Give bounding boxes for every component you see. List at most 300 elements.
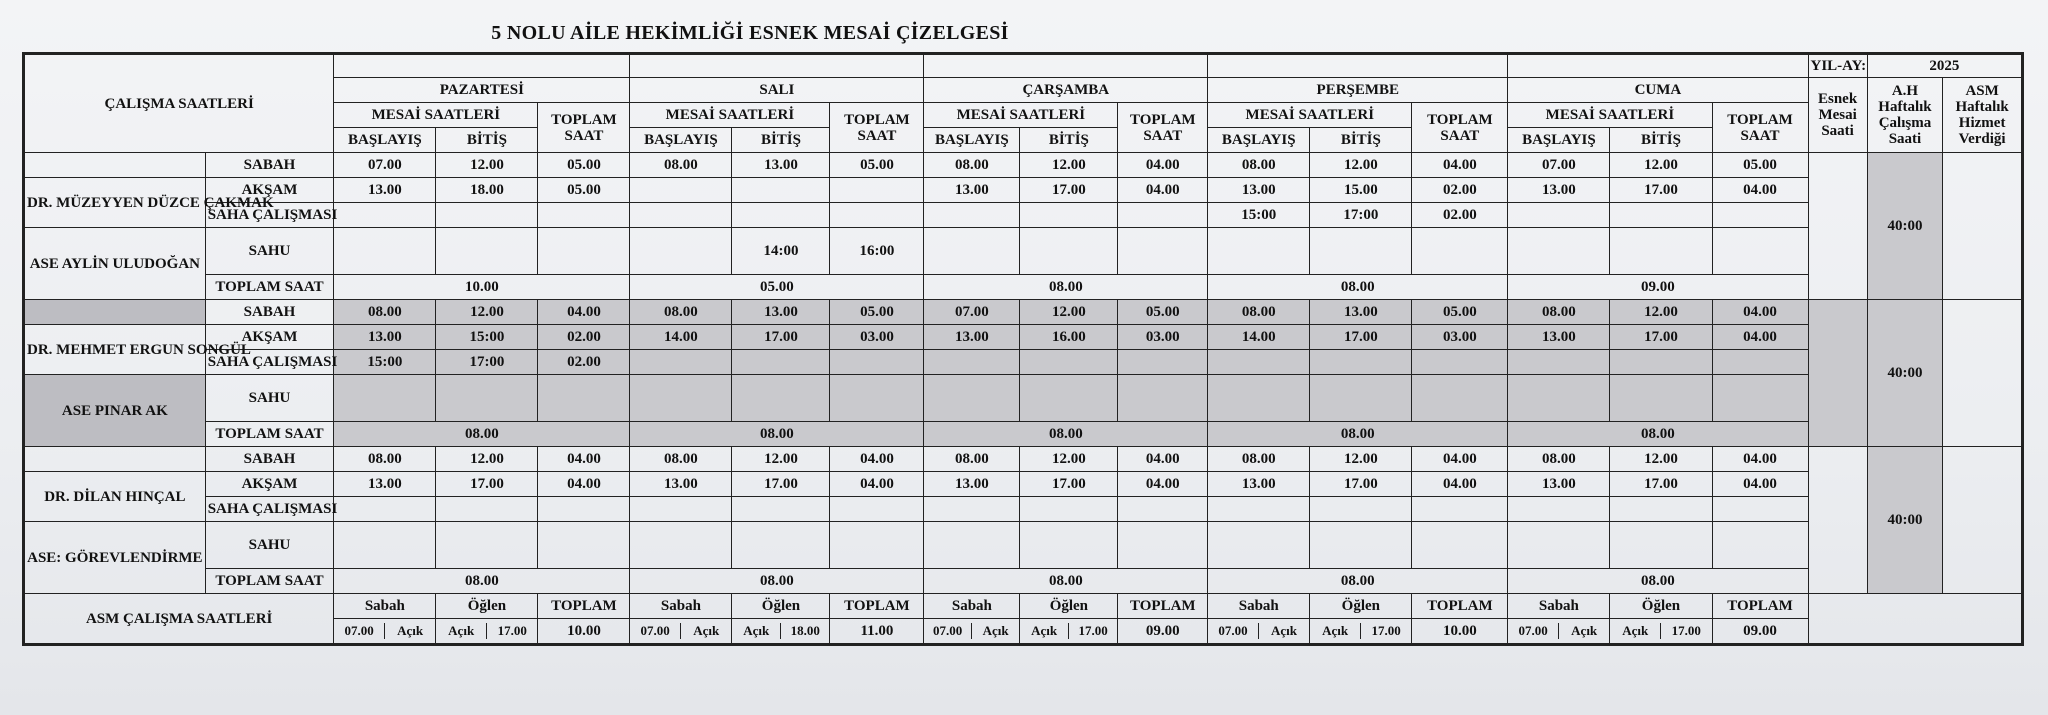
doctor-name: DR. MÜZEYYEN DÜZCE ÇAKMAK	[24, 178, 206, 228]
day-total-hours: 08.00	[924, 569, 1208, 594]
asm-toplam-cell: 11.00	[830, 619, 924, 645]
ase-name: ASE PINAR AK	[24, 375, 206, 447]
asm-time-end: 17.00	[1671, 623, 1701, 638]
start-time-cell: 13.00	[1208, 178, 1310, 203]
total-hours-cell	[1118, 522, 1208, 569]
day-total-hours: 08.00	[630, 569, 924, 594]
asm-time-start: 07.00	[924, 623, 971, 639]
asm-time-end: 18.00	[790, 623, 820, 638]
end-time-cell: 12.00	[1020, 300, 1118, 325]
total-hours-cell: 04.00	[1712, 300, 1808, 325]
start-time-cell	[334, 203, 436, 228]
end-time-cell	[732, 522, 830, 569]
end-time-cell: 17.00	[732, 325, 830, 350]
start-time-cell	[630, 497, 732, 522]
start-time-cell	[1508, 522, 1610, 569]
asm-time-end: 17.00	[497, 623, 527, 638]
bitis-header: BİTİŞ	[1310, 128, 1412, 153]
esnek-mesai-header: Esnek Mesai Saati	[1808, 78, 1867, 153]
header-blank-cell	[1508, 54, 1808, 78]
row-label-sabah: SABAH	[205, 447, 334, 472]
asm-toplam-cell: 09.00	[1118, 619, 1208, 645]
asm-time-start: 07.00	[334, 623, 385, 639]
asm-sabah-header: Sabah	[924, 594, 1020, 619]
day-total-hours: 08.00	[1208, 275, 1508, 300]
day-header-4: CUMA	[1508, 78, 1808, 103]
row-label-aksam: AKŞAM	[205, 472, 334, 497]
end-time-cell: 12.00	[732, 447, 830, 472]
start-time-cell	[924, 375, 1020, 422]
total-hours-cell: 02.00	[1412, 178, 1508, 203]
ase-name: ASE: GÖREVLENDİRME	[24, 522, 206, 594]
doctor-spacer-cell	[24, 300, 206, 325]
end-time-cell	[732, 178, 830, 203]
asm-sabah-cell	[630, 619, 732, 645]
row-label-aksam: AKŞAM	[205, 325, 334, 350]
end-time-cell	[1310, 375, 1412, 422]
bitis-header: BİTİŞ	[1610, 128, 1712, 153]
toplam-saat-header: TOPLAM SAAT	[1118, 103, 1208, 153]
asm-time-end: 17.00	[1078, 623, 1108, 638]
start-time-cell: 13.00	[924, 472, 1020, 497]
start-time-cell	[1508, 350, 1610, 375]
asm-hizmet-cell	[1943, 447, 2023, 594]
total-hours-cell	[830, 375, 924, 422]
start-time-cell	[1508, 375, 1610, 422]
asm-time-start: Açık	[436, 623, 487, 639]
row-label-toplam: TOPLAM SAAT	[205, 275, 334, 300]
start-time-cell	[334, 497, 436, 522]
weekly-hours: 40:00	[1867, 153, 1943, 300]
end-time-cell: 17.00	[1610, 325, 1712, 350]
asm-time-start: Açık	[732, 623, 781, 639]
end-time-cell	[1310, 228, 1412, 275]
total-hours-cell	[830, 203, 924, 228]
end-time-cell: 15:00	[436, 325, 538, 350]
asm-toplam-header: TOPLAM	[1712, 594, 1808, 619]
start-time-cell: 07.00	[334, 153, 436, 178]
total-hours-cell: 04.00	[830, 447, 924, 472]
day-header-2: ÇARŞAMBA	[924, 78, 1208, 103]
start-time-cell: 13.00	[1508, 178, 1610, 203]
start-time-cell: 14.00	[630, 325, 732, 350]
end-time-cell: 13.00	[1310, 300, 1412, 325]
end-time-cell	[1310, 497, 1412, 522]
total-hours-cell: 04.00	[1412, 447, 1508, 472]
esnek-mesai-cell	[1808, 153, 1867, 300]
end-time-cell: 13.00	[732, 153, 830, 178]
total-hours-cell: 04.00	[1712, 178, 1808, 203]
page-title: 5 NOLU AİLE HEKİMLİĞİ ESNEK MESAİ ÇİZELGESİ	[491, 22, 1009, 44]
total-hours-cell	[830, 522, 924, 569]
total-hours-cell: 02.00	[1412, 203, 1508, 228]
total-hours-cell: 03.00	[1412, 325, 1508, 350]
asm-sabah-cell	[1208, 619, 1310, 645]
asm-sabah-cell	[924, 619, 1020, 645]
total-hours-cell: 05.00	[538, 178, 630, 203]
asm-haftalik-header: ASM Haftalık Hizmet Verdiği	[1943, 78, 2023, 153]
end-time-cell: 14:00	[732, 228, 830, 275]
end-time-cell	[732, 203, 830, 228]
day-total-hours: 10.00	[334, 275, 630, 300]
start-time-cell	[1508, 228, 1610, 275]
mesai-saatleri-header: MESAİ SAATLERİ	[334, 103, 538, 128]
total-hours-cell	[538, 228, 630, 275]
day-total-hours: 08.00	[1208, 422, 1508, 447]
start-time-cell: 08.00	[1208, 153, 1310, 178]
asm-oglen-header: Öğlen	[732, 594, 830, 619]
asm-oglen-header: Öğlen	[436, 594, 538, 619]
start-time-cell: 13.00	[334, 325, 436, 350]
end-time-cell	[436, 375, 538, 422]
end-time-cell: 15.00	[1310, 178, 1412, 203]
total-hours-cell	[1118, 203, 1208, 228]
start-time-cell	[924, 203, 1020, 228]
asm-toplam-cell: 10.00	[1412, 619, 1508, 645]
row-label-sabah: SABAH	[205, 153, 334, 178]
toplam-saat-header: TOPLAM SAAT	[830, 103, 924, 153]
total-hours-cell: 04.00	[1118, 447, 1208, 472]
total-hours-cell: 05.00	[1712, 153, 1808, 178]
total-hours-cell	[1412, 497, 1508, 522]
toplam-saat-header: TOPLAM SAAT	[538, 103, 630, 153]
asm-toplam-header: TOPLAM	[1412, 594, 1508, 619]
end-time-cell: 12.00	[1610, 153, 1712, 178]
start-time-cell	[924, 350, 1020, 375]
end-time-cell: 16.00	[1020, 325, 1118, 350]
total-hours-cell	[538, 375, 630, 422]
total-hours-cell	[1712, 203, 1808, 228]
asm-sabah-header: Sabah	[630, 594, 732, 619]
total-hours-cell: 05.00	[1412, 300, 1508, 325]
baslayis-header: BAŞLAYIŞ	[334, 128, 436, 153]
total-hours-cell: 04.00	[1118, 178, 1208, 203]
end-time-cell: 17.00	[1310, 472, 1412, 497]
asm-toplam-header: TOPLAM	[830, 594, 924, 619]
header-blank-cell	[630, 54, 924, 78]
total-hours-cell	[1118, 375, 1208, 422]
total-hours-cell: 16:00	[830, 228, 924, 275]
day-total-hours: 08.00	[1208, 569, 1508, 594]
start-time-cell	[630, 375, 732, 422]
start-time-cell	[630, 178, 732, 203]
start-time-cell	[1208, 497, 1310, 522]
end-time-cell	[1610, 375, 1712, 422]
ase-name: ASE AYLİN ULUDOĞAN	[24, 228, 206, 300]
row-label-sahu: SAHU	[205, 522, 334, 569]
asm-time-start: 07.00	[1508, 623, 1559, 639]
start-time-cell: 15:00	[334, 350, 436, 375]
start-time-cell: 15:00	[1208, 203, 1310, 228]
toplam-saat-header: TOPLAM SAAT	[1412, 103, 1508, 153]
total-hours-cell: 04.00	[538, 472, 630, 497]
asm-toplam-header: TOPLAM	[538, 594, 630, 619]
row-label-sabah: SABAH	[205, 300, 334, 325]
start-time-cell	[334, 375, 436, 422]
end-time-cell: 17.00	[1610, 178, 1712, 203]
header-blank-cell	[334, 54, 630, 78]
header-blank-cell	[1208, 54, 1508, 78]
end-time-cell	[436, 497, 538, 522]
total-hours-cell: 04.00	[1412, 153, 1508, 178]
asm-sabah-header: Sabah	[334, 594, 436, 619]
end-time-cell	[436, 203, 538, 228]
end-time-cell	[1020, 228, 1118, 275]
bitis-header: BİTİŞ	[732, 128, 830, 153]
weekly-hours: 40:00	[1867, 300, 1943, 447]
asm-time-end: Açık	[1271, 623, 1298, 638]
start-time-cell	[924, 522, 1020, 569]
start-time-cell: 13.00	[630, 472, 732, 497]
start-time-cell: 08.00	[630, 447, 732, 472]
asm-time-start: 07.00	[1208, 623, 1259, 639]
start-time-cell: 08.00	[924, 447, 1020, 472]
row-label-saha: SAHA ÇALIŞMASI	[205, 497, 334, 522]
asm-hizmet-cell	[1943, 153, 2023, 300]
mesai-saatleri-header: MESAİ SAATLERİ	[924, 103, 1118, 128]
start-time-cell: 13.00	[334, 178, 436, 203]
yil-ay-label: YIL-AY:	[1808, 54, 1867, 78]
day-total-hours: 08.00	[924, 422, 1208, 447]
mesai-saatleri-header: MESAİ SAATLERİ	[1208, 103, 1412, 128]
asm-blank-cell	[1808, 594, 2023, 645]
bitis-header: BİTİŞ	[436, 128, 538, 153]
total-hours-cell: 04.00	[830, 472, 924, 497]
asm-time-end: 17.00	[1371, 623, 1401, 638]
total-hours-cell	[1712, 228, 1808, 275]
start-time-cell: 08.00	[334, 300, 436, 325]
asm-sabah-header: Sabah	[1508, 594, 1610, 619]
total-hours-cell	[830, 178, 924, 203]
asm-calisma-saatleri-label: ASM ÇALIŞMA SAATLERİ	[24, 594, 334, 645]
doctor-spacer-cell	[24, 447, 206, 472]
day-total-hours: 05.00	[630, 275, 924, 300]
start-time-cell	[630, 203, 732, 228]
end-time-cell: 17.00	[1610, 472, 1712, 497]
total-hours-cell	[1712, 375, 1808, 422]
asm-oglen-cell	[1020, 619, 1118, 645]
total-hours-cell	[1412, 522, 1508, 569]
row-label-sahu: SAHU	[205, 228, 334, 275]
start-time-cell: 08.00	[630, 300, 732, 325]
total-hours-cell: 05.00	[538, 153, 630, 178]
ah-haftalik-header: A.H Haftalık Çalışma Saati	[1867, 78, 1943, 153]
end-time-cell: 13.00	[732, 300, 830, 325]
day-total-hours: 08.00	[1508, 422, 1808, 447]
total-hours-cell	[538, 203, 630, 228]
end-time-cell: 17.00	[1310, 325, 1412, 350]
start-time-cell	[1208, 522, 1310, 569]
doctor-spacer-cell	[24, 153, 206, 178]
asm-oglen-cell	[1610, 619, 1712, 645]
end-time-cell: 12.00	[436, 447, 538, 472]
start-time-cell	[1508, 203, 1610, 228]
total-hours-cell: 02.00	[538, 325, 630, 350]
start-time-cell: 08.00	[1508, 300, 1610, 325]
end-time-cell	[1610, 228, 1712, 275]
asm-oglen-header: Öğlen	[1610, 594, 1712, 619]
total-hours-cell	[1118, 228, 1208, 275]
asm-sabah-cell	[1508, 619, 1610, 645]
total-hours-cell: 04.00	[538, 300, 630, 325]
row-label-toplam: TOPLAM SAAT	[205, 422, 334, 447]
start-time-cell: 08.00	[334, 447, 436, 472]
start-time-cell	[1208, 228, 1310, 275]
end-time-cell: 17.00	[1020, 472, 1118, 497]
total-hours-cell: 05.00	[830, 300, 924, 325]
end-time-cell: 17:00	[1310, 203, 1412, 228]
row-label-toplam: TOPLAM SAAT	[205, 569, 334, 594]
start-time-cell	[1508, 497, 1610, 522]
asm-hizmet-cell	[1943, 300, 2023, 447]
end-time-cell	[732, 497, 830, 522]
start-time-cell: 13.00	[1508, 325, 1610, 350]
end-time-cell: 12.00	[436, 300, 538, 325]
total-hours-cell	[830, 497, 924, 522]
start-time-cell: 07.00	[924, 300, 1020, 325]
total-hours-cell	[538, 522, 630, 569]
bitis-header: BİTİŞ	[1020, 128, 1118, 153]
start-time-cell: 08.00	[630, 153, 732, 178]
start-time-cell: 13.00	[1208, 472, 1310, 497]
asm-oglen-header: Öğlen	[1020, 594, 1118, 619]
asm-time-start: Açık	[1310, 623, 1361, 639]
start-time-cell: 13.00	[924, 325, 1020, 350]
mesai-saatleri-header: MESAİ SAATLERİ	[1508, 103, 1712, 128]
total-hours-cell	[1712, 350, 1808, 375]
start-time-cell	[334, 522, 436, 569]
total-hours-cell	[1412, 350, 1508, 375]
end-time-cell	[1610, 350, 1712, 375]
total-hours-cell: 04.00	[538, 447, 630, 472]
row-label-saha: SAHA ÇALIŞMASI	[205, 203, 334, 228]
end-time-cell: 12.00	[1020, 447, 1118, 472]
schedule-table	[22, 52, 2024, 646]
start-time-cell: 13.00	[334, 472, 436, 497]
total-hours-cell	[1118, 350, 1208, 375]
day-total-hours: 09.00	[1508, 275, 1808, 300]
start-time-cell	[630, 522, 732, 569]
total-hours-cell: 04.00	[1118, 153, 1208, 178]
end-time-cell	[1610, 203, 1712, 228]
end-time-cell	[1020, 497, 1118, 522]
total-hours-cell: 04.00	[1412, 472, 1508, 497]
asm-toplam-cell: 10.00	[538, 619, 630, 645]
row-label-saha: SAHA ÇALIŞMASI	[205, 350, 334, 375]
start-time-cell: 07.00	[1508, 153, 1610, 178]
day-total-hours: 08.00	[630, 422, 924, 447]
day-total-hours: 08.00	[334, 422, 630, 447]
asm-oglen-cell	[732, 619, 830, 645]
start-time-cell: 14.00	[1208, 325, 1310, 350]
total-hours-cell: 05.00	[1118, 300, 1208, 325]
end-time-cell	[732, 350, 830, 375]
start-time-cell: 08.00	[1508, 447, 1610, 472]
asm-time-end: Açık	[397, 623, 424, 638]
asm-sabah-header: Sabah	[1208, 594, 1310, 619]
asm-time-end: Açık	[982, 623, 1009, 638]
end-time-cell: 17.00	[436, 472, 538, 497]
baslayis-header: BAŞLAYIŞ	[630, 128, 732, 153]
total-hours-cell: 03.00	[830, 325, 924, 350]
end-time-cell: 17.00	[1020, 178, 1118, 203]
day-total-hours: 08.00	[1508, 569, 1808, 594]
end-time-cell: 17.00	[732, 472, 830, 497]
day-header-1: SALI	[630, 78, 924, 103]
end-time-cell	[1020, 375, 1118, 422]
end-time-cell: 12.00	[1610, 300, 1712, 325]
row-label-sahu: SAHU	[205, 375, 334, 422]
start-time-cell: 08.00	[1208, 300, 1310, 325]
esnek-mesai-cell	[1808, 300, 1867, 447]
start-time-cell	[1208, 350, 1310, 375]
asm-time-end: Açık	[693, 623, 720, 638]
total-hours-cell	[1412, 228, 1508, 275]
end-time-cell: 17:00	[436, 350, 538, 375]
total-hours-cell	[1412, 375, 1508, 422]
start-time-cell	[924, 228, 1020, 275]
total-hours-cell: 03.00	[1118, 325, 1208, 350]
calisma-saatleri-header: ÇALIŞMA SAATLERİ	[24, 54, 334, 153]
asm-time-end: Açık	[1571, 623, 1598, 638]
end-time-cell	[1610, 522, 1712, 569]
total-hours-cell: 05.00	[830, 153, 924, 178]
baslayis-header: BAŞLAYIŞ	[1508, 128, 1610, 153]
doctor-name: DR. MEHMET ERGUN SONGÜL	[24, 325, 206, 375]
doctor-name: DR. DİLAN HINÇAL	[24, 472, 206, 522]
weekly-hours: 40:00	[1867, 447, 1943, 594]
end-time-cell	[1020, 522, 1118, 569]
asm-toplam-cell: 09.00	[1712, 619, 1808, 645]
end-time-cell: 12.00	[1310, 447, 1412, 472]
end-time-cell	[732, 375, 830, 422]
end-time-cell	[436, 522, 538, 569]
end-time-cell: 12.00	[1020, 153, 1118, 178]
total-hours-cell	[830, 350, 924, 375]
header-blank-cell	[924, 54, 1208, 78]
total-hours-cell: 04.00	[1712, 472, 1808, 497]
day-total-hours: 08.00	[334, 569, 630, 594]
end-time-cell: 12.00	[1610, 447, 1712, 472]
end-time-cell	[1610, 497, 1712, 522]
asm-oglen-header: Öğlen	[1310, 594, 1412, 619]
end-time-cell: 12.00	[436, 153, 538, 178]
start-time-cell: 08.00	[1208, 447, 1310, 472]
total-hours-cell: 04.00	[1118, 472, 1208, 497]
total-hours-cell: 04.00	[1712, 325, 1808, 350]
end-time-cell	[436, 228, 538, 275]
asm-time-start: Açık	[1020, 623, 1069, 639]
end-time-cell: 12.00	[1310, 153, 1412, 178]
day-header-3: PERŞEMBE	[1208, 78, 1508, 103]
total-hours-cell	[1712, 522, 1808, 569]
baslayis-header: BAŞLAYIŞ	[924, 128, 1020, 153]
total-hours-cell	[1118, 497, 1208, 522]
yil-ay-value: 2025	[1867, 54, 2022, 78]
total-hours-cell	[1712, 497, 1808, 522]
asm-time-start: 07.00	[630, 623, 681, 639]
start-time-cell	[334, 228, 436, 275]
end-time-cell	[1020, 203, 1118, 228]
start-time-cell: 08.00	[924, 153, 1020, 178]
asm-oglen-cell	[1310, 619, 1412, 645]
asm-time-start: Açık	[1610, 623, 1661, 639]
end-time-cell	[1310, 350, 1412, 375]
day-header-0: PAZARTESİ	[334, 78, 630, 103]
end-time-cell: 18.00	[436, 178, 538, 203]
asm-sabah-cell	[334, 619, 436, 645]
asm-oglen-cell	[436, 619, 538, 645]
